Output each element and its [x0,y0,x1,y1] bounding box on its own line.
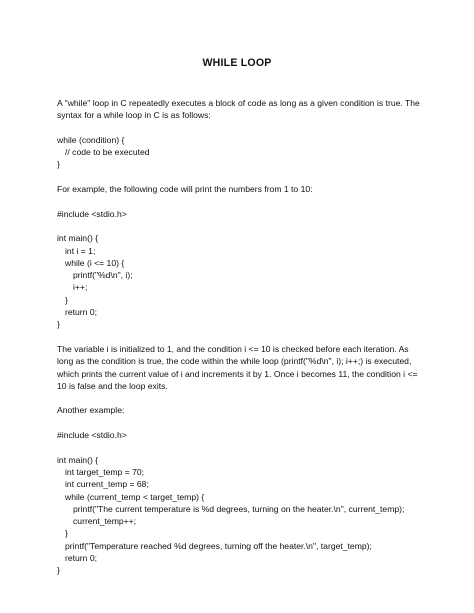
example1-code-line: int i = 1; [65,245,96,256]
example1-code-line: return 0; [65,307,98,318]
another-example-heading: Another example: [57,405,125,416]
explanation-line-2: long as the condition is true, the code within the while loop (printf("%d\n", i); i++;) is executed, [57,356,412,367]
blank-line [57,220,429,232]
example2-code-line: int main() { [57,454,99,465]
example2-code-line: current_temp++; [73,516,137,527]
intro-line-2: syntax for a while loop in C is as follows: [57,110,211,121]
example1-code-line: } [57,319,60,330]
explanation-line-1: The variable i is initialized to 1, and the condition i <= 10 is checked before each iteration. As [57,343,409,354]
example1-code-line: printf("%d\n", i); [73,270,133,281]
blank-line [57,195,429,207]
example1-code-line: int main() { [57,233,99,244]
syntax-line-3: } [57,159,60,170]
blank-line [57,441,429,453]
document-body [57,97,429,577]
blank-line [57,331,429,343]
example2-code-line: printf("Temperature reached %d degrees, turning off the heater.\n", target_temp); [65,540,372,551]
example2-code-line: int current_temp = 68; [65,479,149,490]
page-title: WHILE LOOP [202,57,272,69]
example-intro: For example, the following code will print the numbers from 1 to 10: [57,184,313,195]
example2-code-line: while (current_temp < target_temp) { [65,491,205,502]
example2-code-line: } [57,565,60,576]
example2-code-line: } [65,528,68,539]
syntax-line-2: // code to be executed [65,147,150,158]
intro-line-1: A "while" loop in C repeatedly executes a block of code as long as a given condition is true. The [57,98,420,108]
example1-code-line: i++; [73,282,88,293]
example1-include: #include <stdio.h> [57,208,127,219]
blank-line [57,171,429,183]
example2-code-line: printf("The current temperature is %d degrees, turning on the heater.\n", current_temp); [73,503,405,514]
blank-line [57,417,429,429]
blank-line [57,392,429,404]
example2-code-line: int target_temp = 70; [65,466,145,477]
example1-code-line: while (i <= 10) { [65,257,125,268]
explanation-line-4: 10 is false and the loop exits. [57,380,168,391]
example2-code-line: return 0; [65,552,98,563]
example1-code-line: } [65,294,68,305]
example2-include: #include <stdio.h> [57,430,127,441]
explanation-line-3: which prints the current value of i and increments it by 1. Once i becomes 11, the condition i <= [57,368,418,379]
syntax-line-1: while (condition) { [57,134,125,145]
blank-line [57,122,429,134]
